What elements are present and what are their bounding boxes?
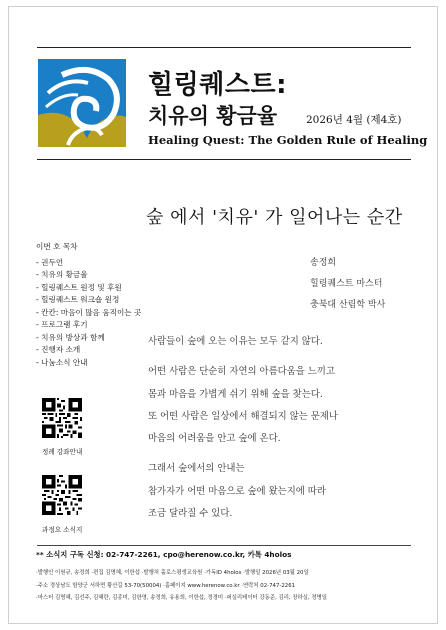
toc-item[interactable]: - 권두언 [36,257,64,267]
toc-title: 이번 호 목차 [36,242,78,251]
table-of-contents [36,241,141,369]
body-spacer [148,353,418,361]
top-rule [37,47,411,48]
subscribe-info: ** 소식지 구독 신청: 02-747-2261, cpo@herenow.co.kr, 카톡 4holos [36,550,292,559]
article-headline: 숲 에서 '치유' 가 일어나는 순간 [146,207,403,228]
toc-item[interactable]: - 프로그램 후기 [36,320,88,329]
qr-code-icon[interactable] [42,475,82,515]
body-line: 그래서 숲에서의 안내는 [148,463,245,475]
toc-item[interactable]: - 칸칸: 마음이 많음 움직이는 곳 [36,307,142,317]
credits-block [36,567,327,605]
wave-swirl-logo-icon [38,59,126,147]
author-name: 송정희 [310,258,337,268]
newsletter-title: 힐링퀘스트: [148,70,287,100]
credit-line: ·마스터 김명혜, 김선주, 김혜란, 김종미, 김한영, 송정희, 유용희, 이한섭, 정경미 ·퍼실리테이터 강동준, 김리, 장하실, 정병일 [36,595,328,602]
body-spacer [148,450,418,458]
issue-date: 2026년 4월 (제4호) [306,114,402,126]
credit-line: ·주소 경상남도 함양군 서하면 황산길 53-70(50004) ·홈페이지 www.herenow.co.kr ·연락처 02-747-2261 [36,582,296,589]
footer-rule [37,545,411,546]
body-line: 어떤 사람은 단순히 자연의 아름다움을 느끼고 [148,366,335,378]
body-line: 참가자가 어떤 마음으로 숲에 왔는지에 따라 [148,485,326,497]
newsletter-subtitle-korean: 치유의 황금율 [148,104,278,128]
author-affiliation: 충북대 산림학 박사 [310,300,386,310]
body-line: 마음의 어려움을 안고 숲에 온다. [148,433,281,445]
toc-item[interactable]: - 힐링퀘스트 워크숍 원정 [36,295,120,304]
author-block [310,253,385,316]
header-bottom-rule [37,159,411,160]
toc-item[interactable]: - 진행자 소개 [36,345,81,354]
qr-label: 과정요 소식지 [42,526,83,534]
english-subtitle: Healing Quest: The Golden Rule of Healing [148,133,428,147]
credit-line: ·발행인 이원규, 송정희 ·편집 김명혜, 이한섭 ·발행처 홀로스평생교육원 ·가독ID 4holos ·발행일 2026년 03월 20일 [36,570,309,576]
body-line: 사람들이 숲에 오는 이유는 모두 같지 않다. [148,336,323,347]
body-line: 몸과 마음을 가볍게 쉬기 위해 숲을 찾는다. [148,388,323,400]
body-line: 또 어떤 사람은 일상에서 해결되지 않는 문제나 [148,410,338,422]
toc-item[interactable]: - 치유의 방상과 함께 [36,332,105,342]
qr-code-icon[interactable] [42,398,82,438]
author-role: 힐링퀘스트 마스터 [310,279,383,289]
toc-item[interactable]: - 나눔소식 안내 [36,357,88,367]
toc-item[interactable]: - 힐링퀘스트 원정 및 후원 [36,282,122,292]
article-body [148,331,418,525]
qr-label: 정례 강좌안내 [42,448,83,456]
toc-item[interactable]: - 치유의 황금율 [36,270,88,279]
body-line: 조금 달라질 수 있다. [148,508,233,520]
